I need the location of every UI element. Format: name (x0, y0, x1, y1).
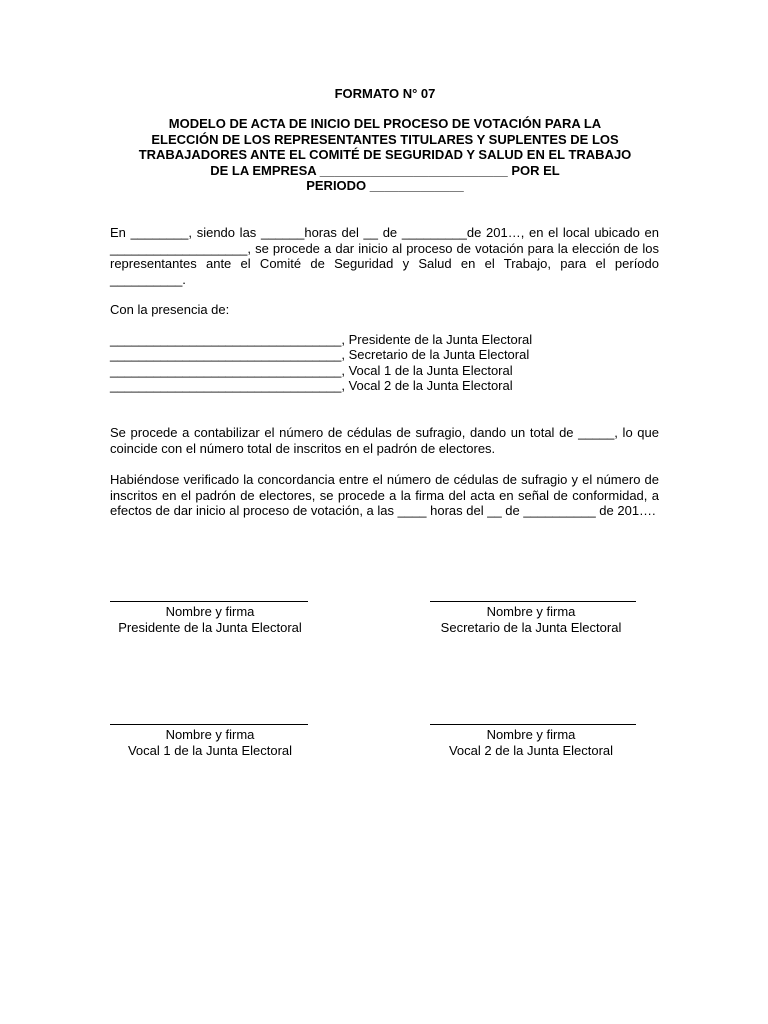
signature-name-label: Nombre y firma (486, 604, 576, 619)
member-line-secretary: ________________________________, Secretario de la Junta Electoral (110, 347, 530, 363)
model-title-line: PERIODO _____________ (306, 178, 464, 194)
signature-role: Presidente de la Junta Electoral (118, 619, 302, 635)
signature-role: Vocal 2 de la Junta Electoral (448, 742, 614, 758)
model-title (110, 116, 660, 194)
signature-role: Secretario de la Junta Electoral (440, 619, 622, 635)
model-title-line: MODELO DE ACTA DE INICIO DEL PROCESO DE VOTACIÓN PARA LA (168, 116, 602, 131)
signature-line (430, 601, 636, 602)
verification-paragraph: Habiéndose verificado la concordancia entre el número de cédulas de sufragio y el número de inscritos en el padrón de electores, se procede a la firma del acta en señal de conformidad, a efectos de dar inicio al proceso de votación, a las ____ horas del __ de __________ de 201…. (110, 472, 659, 518)
signature-line (110, 601, 308, 602)
signature-block-president (106, 601, 314, 635)
signature-name-label: Nombre y firma (165, 604, 255, 619)
presence-label: Con la presencia de: (110, 302, 230, 317)
member-line-vocal-1: ________________________________, Vocal 1 de la Junta Electoral (110, 362, 513, 378)
model-title-line: ELECCIÓN DE LOS REPRESENTANTES TITULARES Y SUPLENTES DE LOS (151, 131, 619, 147)
signature-name-label: Nombre y firma (486, 727, 576, 742)
signature-role: Vocal 1 de la Junta Electoral (127, 742, 293, 758)
signature-name-label: Nombre y firma (165, 727, 255, 742)
members-list (110, 332, 659, 393)
member-line-president: ________________________________, Presidente de la Junta Electoral (110, 332, 533, 347)
member-line-vocal-2: ________________________________, Vocal 2 de la Junta Electoral (110, 377, 513, 393)
signature-block-vocal-1 (106, 724, 314, 758)
opening-paragraph: En ________, siendo las ______horas del __ de _________de 201…, en el local ubicado en ___________________, se procede a dar inicio al proceso de votación para la elección de los representantes ante el Comité de Seguridad y Salud en el Trabajo, para el período __________. (110, 225, 659, 287)
model-title-line: TRABAJADORES ANTE EL COMITÉ DE SEGURIDAD Y SALUD EN EL TRABAJO (138, 147, 632, 163)
format-title: FORMATO N° 07 (334, 86, 436, 101)
ballot-count-paragraph: Se procede a contabilizar el número de cédulas de sufragio, dando un total de _____, lo que coincide con el número total de inscritos en el padrón de electores. (110, 425, 659, 456)
signature-block-secretary (426, 601, 636, 635)
signature-line (110, 724, 308, 725)
signature-block-vocal-2 (426, 724, 636, 758)
signature-line (430, 724, 636, 725)
model-title-line: DE LA EMPRESA __________________________ POR EL (210, 162, 560, 178)
